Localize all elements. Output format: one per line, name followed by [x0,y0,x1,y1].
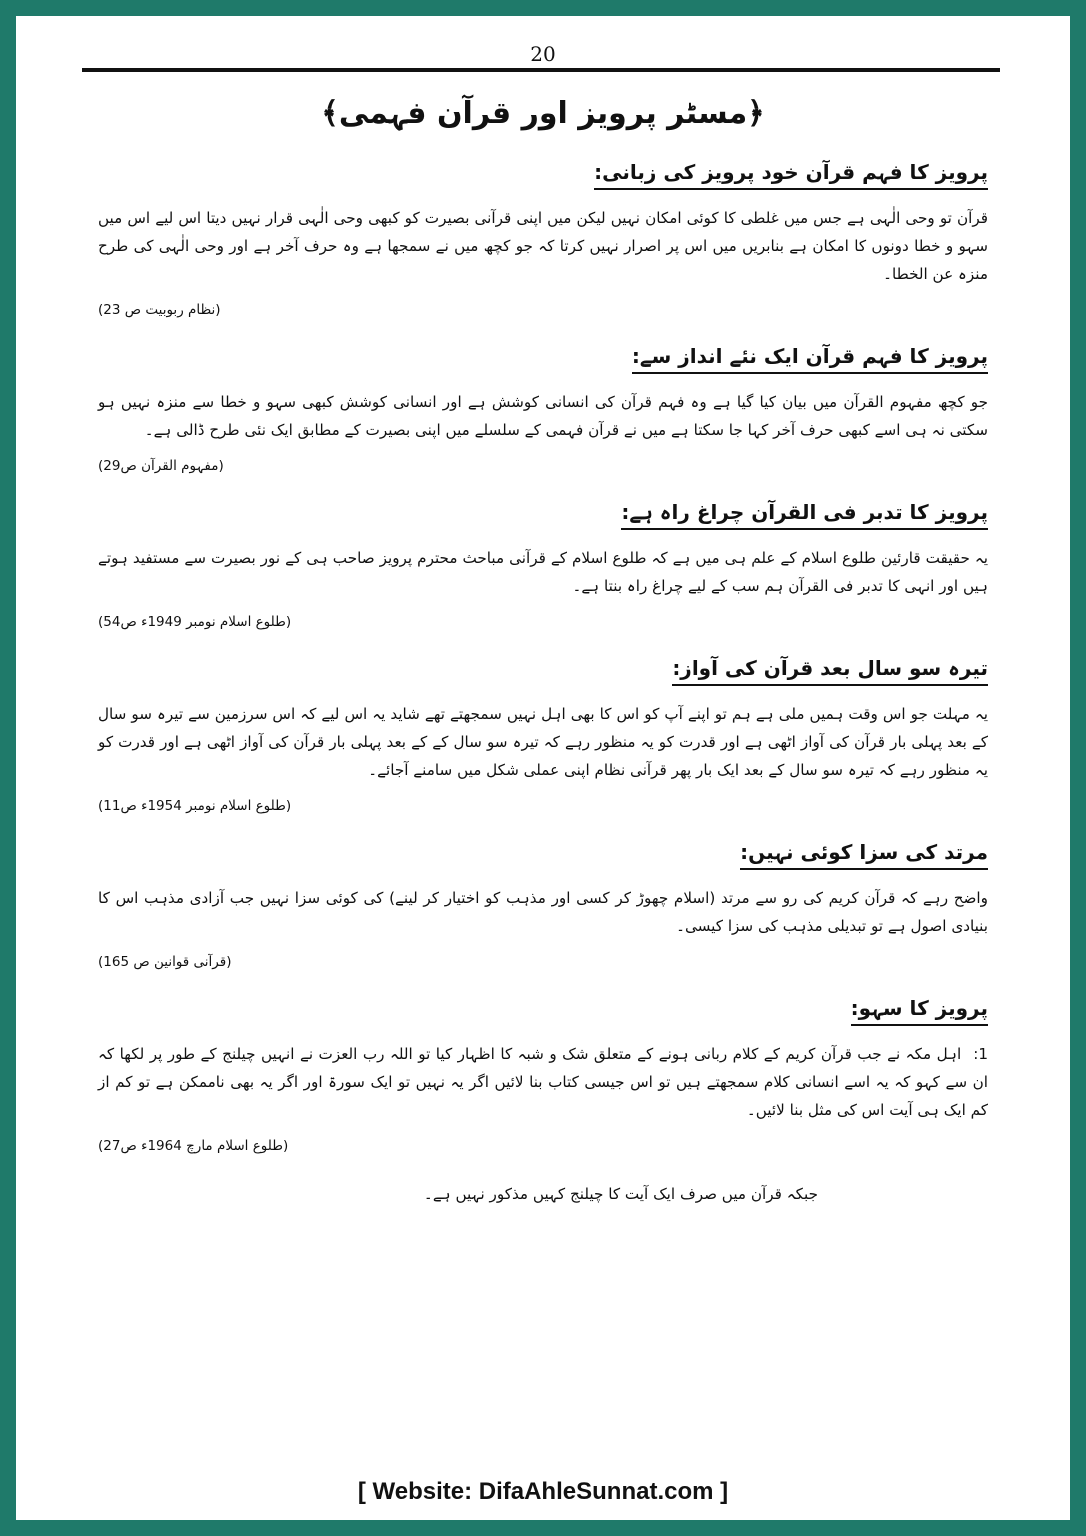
item-number: 1: [973,1045,988,1063]
reference: (طلوع اسلام نومبر 1954ء ص11) [98,798,292,814]
section-paragraph: واضح رہے کہ قرآن کریم کی رو سے مرتد (اسلام چھوڑ کر کسی اور مذہب کو اختیار کر لینے) کی کوئی سزا نہیں جب آزادی مذہب اس کا بنیادی اصول ہے تو تبدیلی مذہب کی سزا کیسی۔ [98,889,988,935]
reference: (قرآنی قوانین ص 165) [98,954,232,970]
content-body [98,160,988,1208]
reference: (طلوع اسلام نومبر 1949ء ص54) [98,614,292,630]
section-paragraph: یہ حقیقت قارئین طلوع اسلام کے علم ہی میں ہے کہ طلوع اسلام کے قرآنی مباحث محترم پرویز صاحب ہی کے نور بصیرت سے مستفید ہوتے ہیں اور انہی کا تدبر فی القرآن ہم سب کے لیے چراغ راہ بنتا ہے۔ [98,549,988,595]
section-heading: پرویز کا فہم قرآن خود پرویز کی زبانی: [594,160,988,190]
section-paragraph: جو کچھ مفہوم القرآن میں بیان کیا گیا ہے وہ فہم قرآن کی انسانی کوشش ہے اور انسانی کوشش کبھی سہو و خطا سے منزہ نہیں ہو سکتی نہ ہی اسے کبھی حرف آخر کہا جا سکتا ہے میں نے قرآن فہمی کے سلسلے میں اپنی بصیرت کے مطابق ایک نئی طرح ڈالی ہے۔ [98,393,988,439]
section-5 [98,840,988,970]
reference: (نظام ربوبیت ص 23) [98,302,221,318]
website-footer: [ Website: DifaAhleSunnat.com ] [357,1478,729,1505]
item-text: اہل مکہ نے جب قرآن کریم کے کلام ربانی ہونے کے متعلق شک و شبہ کا اظہار کیا تو اللہ رب العزت نے انہیں چیلنج کے طور پر لکھا کہ ان سے کہو کہ یہ اسے انسانی کلام سمجھتے ہیں تو اس جیسی کتاب بنا لائیں اگر یہ نہیں تو ایک سورۃ اور اگر یہ بھی ناممکن ہے تو کم از کم ایک ہی آیت اس کی مثل بنا لائیں۔ [98,1045,988,1119]
section-2 [98,344,988,474]
section-heading: پرویز کا سہو: [851,996,988,1026]
section-paragraph: قرآن تو وحی الٰہی ہے جس میں غلطی کا کوئی امکان نہیں لیکن میں اپنی قرآنی بصیرت کو کبھی وحی الٰہی قرار نہیں دیتا اس لیے اس میں سہو و خطا دونوں کا امکان ہے بنابریں میں اس پر اصرار نہیں کرتا کہ جو کچھ میں نے سمجھا ہے وہ حرف آخر ہے اور وحی الٰہی کی طرح منزہ عن الخطا۔ [98,209,988,283]
closing-note: جبکہ قرآن میں صرف ایک آیت کا چیلنج کہیں مذکور نہیں ہے۔ [423,1185,818,1203]
section-heading: مرتد کی سزا کوئی نہیں: [740,840,988,870]
section-4 [98,656,988,814]
section-heading: پرویز کا فہم قرآن ایک نئے انداز سے: [632,344,988,374]
page-number: 20 [530,42,556,66]
page-title: ﴿مسٹر پرویز اور قرآن فہمی﴾ [321,96,765,131]
section-heading: پرویز کا تدبر فی القرآن چراغ راہ ہے: [621,500,988,530]
section-1 [98,160,988,318]
section-heading: تیرہ سو سال بعد قرآن کی آواز: [672,656,988,686]
section-6 [98,996,988,1154]
section-3 [98,500,988,630]
header-rule [82,68,1000,72]
section-paragraph: یہ مہلت جو اس وقت ہمیں ملی ہے ہم تو اپنے آپ کو اس کا بھی اہل نہیں سمجھتے تھے شاید یہ اس لیے کہ اس سرزمین سے تیرہ سو سال کے بعد پہلی بار قرآن کی آواز اٹھی ہے اور قدرت کو یہ منظور رہے کہ تیرہ سو سال کے کے بعد پہلی بار قرآن کی آواز اٹھی ہے اور قدرت کو یہ منظور رہے کہ تیرہ سو سال کے بعد ایک بار پھر قرآنی نظام اپنی عملی شکل میں سامنے آجائے۔ [98,705,988,779]
reference: (طلوع اسلام مارچ 1964ء ص27) [98,1138,289,1154]
reference: (مفہوم القرآن ص29) [98,458,224,474]
section-paragraph [98,1040,988,1124]
